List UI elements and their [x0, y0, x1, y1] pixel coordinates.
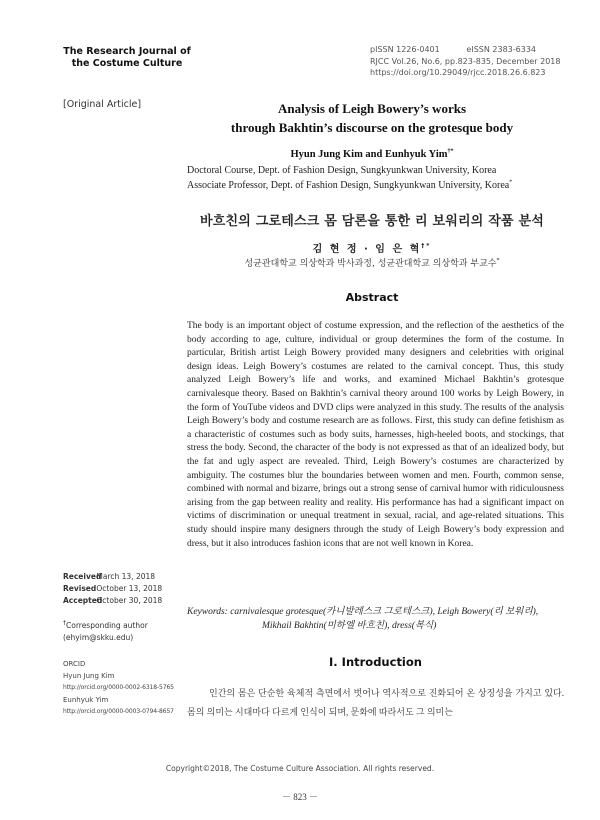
orcid-name-1: Hyun Jung Kim: [63, 672, 115, 680]
page-number: － 823 －: [281, 792, 318, 802]
abstract-heading: Abstract: [345, 291, 399, 304]
keywords-line2: Mikhail Bakhtin(미하엘 바흐친), dress(복식): [262, 620, 437, 631]
author-list: [180, 149, 564, 160]
introduction-body: 인간의 몸은 단순한 육체적 측면에서 벗어나 역사적으로 진화되어 온 상징성을 가지고 있다. 몸의 의미는 시대마다 다르게 인식이 되며, 문화에 따라서도 그 의미는: [187, 688, 564, 717]
journal-name-line2: the Costume Culture: [71, 57, 183, 69]
affiliation-1: Doctoral Course, Dept. of Fashion Design, Sungkyunkwan University, Korea: [187, 165, 497, 176]
eissn: eISSN 2383-6334: [466, 45, 536, 54]
paper-title-line1: Analysis of Leigh Bowery’s works: [277, 101, 467, 116]
affiliations: [187, 164, 567, 193]
affiliation-2: Associate Professor, Dept. of Fashion Design, Sungkyunkwan University, Korea*: [187, 179, 513, 191]
korean-affiliation: 성균관대학교 의상학과 박사과정, 성균관대학교 의상학과 부교수*: [244, 257, 500, 269]
author-mark: †*: [447, 148, 454, 155]
orcid-block: [63, 658, 193, 718]
korean-title: 바흐친의 그로테스크 몸 담론을 통한 리 보워리의 작품 분석: [200, 214, 544, 229]
publication-info: [370, 44, 570, 79]
corresponding-email[interactable]: (ehyim@skku.edu): [63, 633, 134, 642]
journal-name-line1: The Research Journal of: [63, 46, 191, 57]
introduction-heading: I. Introduction: [329, 655, 422, 669]
orcid-link-1[interactable]: http://orcid.org/0000-0002-6318-5765: [63, 684, 174, 691]
received-date: Received March 13, 2018: [63, 572, 156, 581]
keywords: [187, 606, 564, 633]
paper-title-line2: through Bakhtin’s discourse on the grotesque body: [230, 120, 514, 135]
orcid-heading: ORCID: [63, 660, 86, 668]
corresponding-author: †Corresponding author (ehyim@skku.edu): [63, 620, 183, 644]
article-dates: [63, 571, 183, 607]
author-names: Hyun Jung Kim and Eunhyuk Yim: [290, 149, 448, 160]
revised-date: Revised October 13, 2018: [63, 584, 163, 593]
orcid-name-2: Eunhyuk Yim: [63, 696, 109, 704]
keywords-label: Keywords:: [187, 607, 228, 617]
abstract-body: The body is an important object of costume expression, and the reflection of the aesthetics of the body according to age, culture, individual or group determines the form of the costume. In particular, British artist Leigh Bowery provided many designers and celebrities with original design ideas. Leigh Bowery’s costumes are related to the carnival concept. Thus, this study analyzed Leigh Bowery’s life and works, and examined Michael Bakhtin’s grotesque carnivalesque theory. Based on Bakhtin’s carnival theory around 100 works by Leigh Bowery, in the form of YouTube videos and DVD clips were analyzed in this study. The results of the analysis Leigh Bowery’s body and costume research are as follows. First, this study can define fetishism as a characteristic of costumes such as body suits, harnesses, high-heeled boots, and stockings, that stress the body. Second, the character of the body is not expressed as that of an idealized body, but the fat and ugly aspect are revealed. Third, Leigh Bowery’s costumes are characterized by ambiguity. The costumes blur the boundaries between women and men. Fourth, common sense, combined with normal and bizarre, brings out a strong sense of carnival humor with ridiculousness arising from the gap between reality and reality. His performance has had a significant impact on victims of discrimination or unequal treatment in sexual, racial, and age-related situations. This study should inspire many designers through the study of Leigh Bowery’s body expression and dress, but it also introduces fashion icons that are not well known in Korea.: [187, 321, 564, 549]
article-type: [Original Article]: [63, 99, 142, 110]
doi-link[interactable]: https://doi.org/10.29049/rjcc.2018.26.6.823: [370, 68, 546, 77]
orcid-link-2[interactable]: http://orcid.org/0000-0003-0794-8657: [63, 708, 174, 715]
keywords-line1: carnivalesque grotesque(카니발레스크 그로테스크), Leigh Bowery(리 보워리),: [230, 607, 539, 617]
accepted-date: Accepted October 30, 2018: [63, 596, 163, 605]
journal-name: [62, 46, 192, 69]
korean-authors: 김 현 정 · 임 은 혁†*: [312, 242, 432, 255]
paper-title: [180, 99, 564, 137]
copyright-notice: Copyright©2018, The Costume Culture Association. All rights reserved.: [165, 764, 435, 773]
citation: RJCC Vol.26, No.6, pp.823-835, December 2018: [370, 56, 561, 66]
pissn: pISSN 1226-0401: [370, 45, 440, 54]
